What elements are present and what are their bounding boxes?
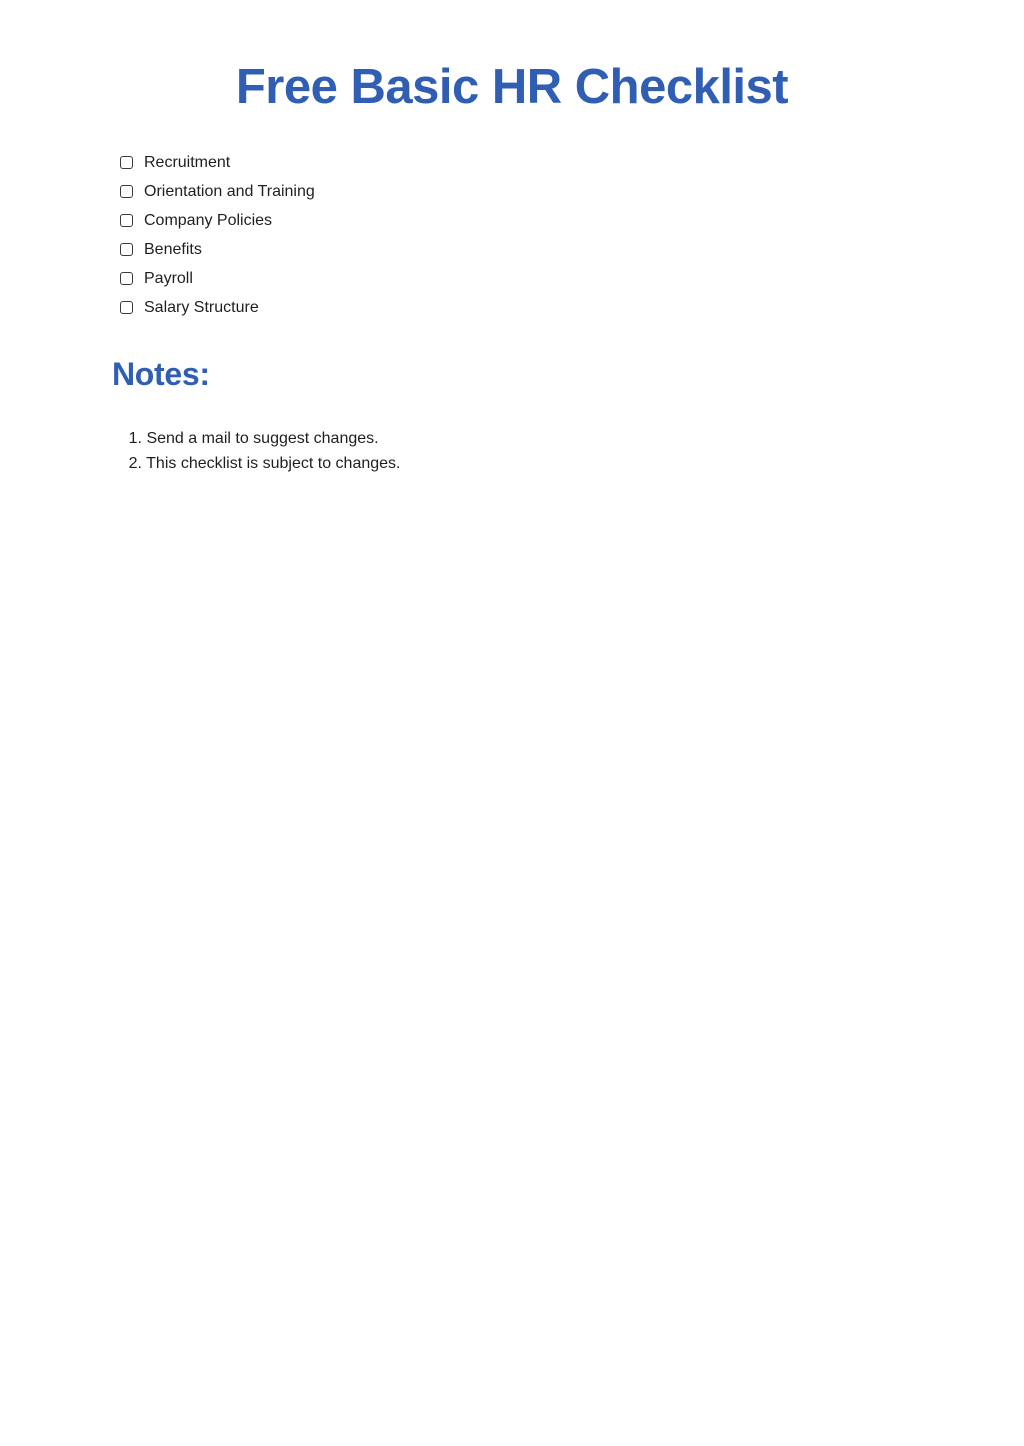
note-text: Send a mail to suggest changes. xyxy=(142,429,379,447)
note-text: This checklist is subject to changes. xyxy=(142,454,401,472)
checklist-item-recruitment[interactable] xyxy=(120,148,315,177)
document-title: Free Basic HR Checklist xyxy=(235,60,789,114)
checklist-item-label: Payroll xyxy=(144,269,193,287)
note-item xyxy=(120,426,401,451)
checklist-item-label: Orientation and Training xyxy=(144,182,315,200)
checklist-item-company-policies[interactable] xyxy=(120,206,315,235)
note-item xyxy=(120,451,401,476)
checklist-item-label: Salary Structure xyxy=(144,298,259,316)
checkbox-icon[interactable] xyxy=(120,301,133,314)
note-number: 1. xyxy=(128,429,142,447)
checklist-item-salary-structure[interactable] xyxy=(120,293,315,322)
checkbox-icon[interactable] xyxy=(120,272,133,285)
checklist-item-label: Recruitment xyxy=(144,153,231,171)
checklist-item-label: Company Policies xyxy=(144,211,273,229)
checkbox-icon[interactable] xyxy=(120,243,133,256)
checkbox-icon[interactable] xyxy=(120,156,133,169)
checklist-item-orientation-and-training[interactable] xyxy=(120,177,315,206)
checkbox-icon[interactable] xyxy=(120,185,133,198)
notes-list xyxy=(120,426,401,476)
hr-checklist xyxy=(120,148,315,322)
checkbox-icon[interactable] xyxy=(120,214,133,227)
checklist-item-payroll[interactable] xyxy=(120,264,315,293)
checklist-item-benefits[interactable] xyxy=(120,235,315,264)
notes-heading: Notes: xyxy=(112,356,210,392)
note-number: 2. xyxy=(128,454,142,472)
checklist-item-label: Benefits xyxy=(144,240,202,258)
